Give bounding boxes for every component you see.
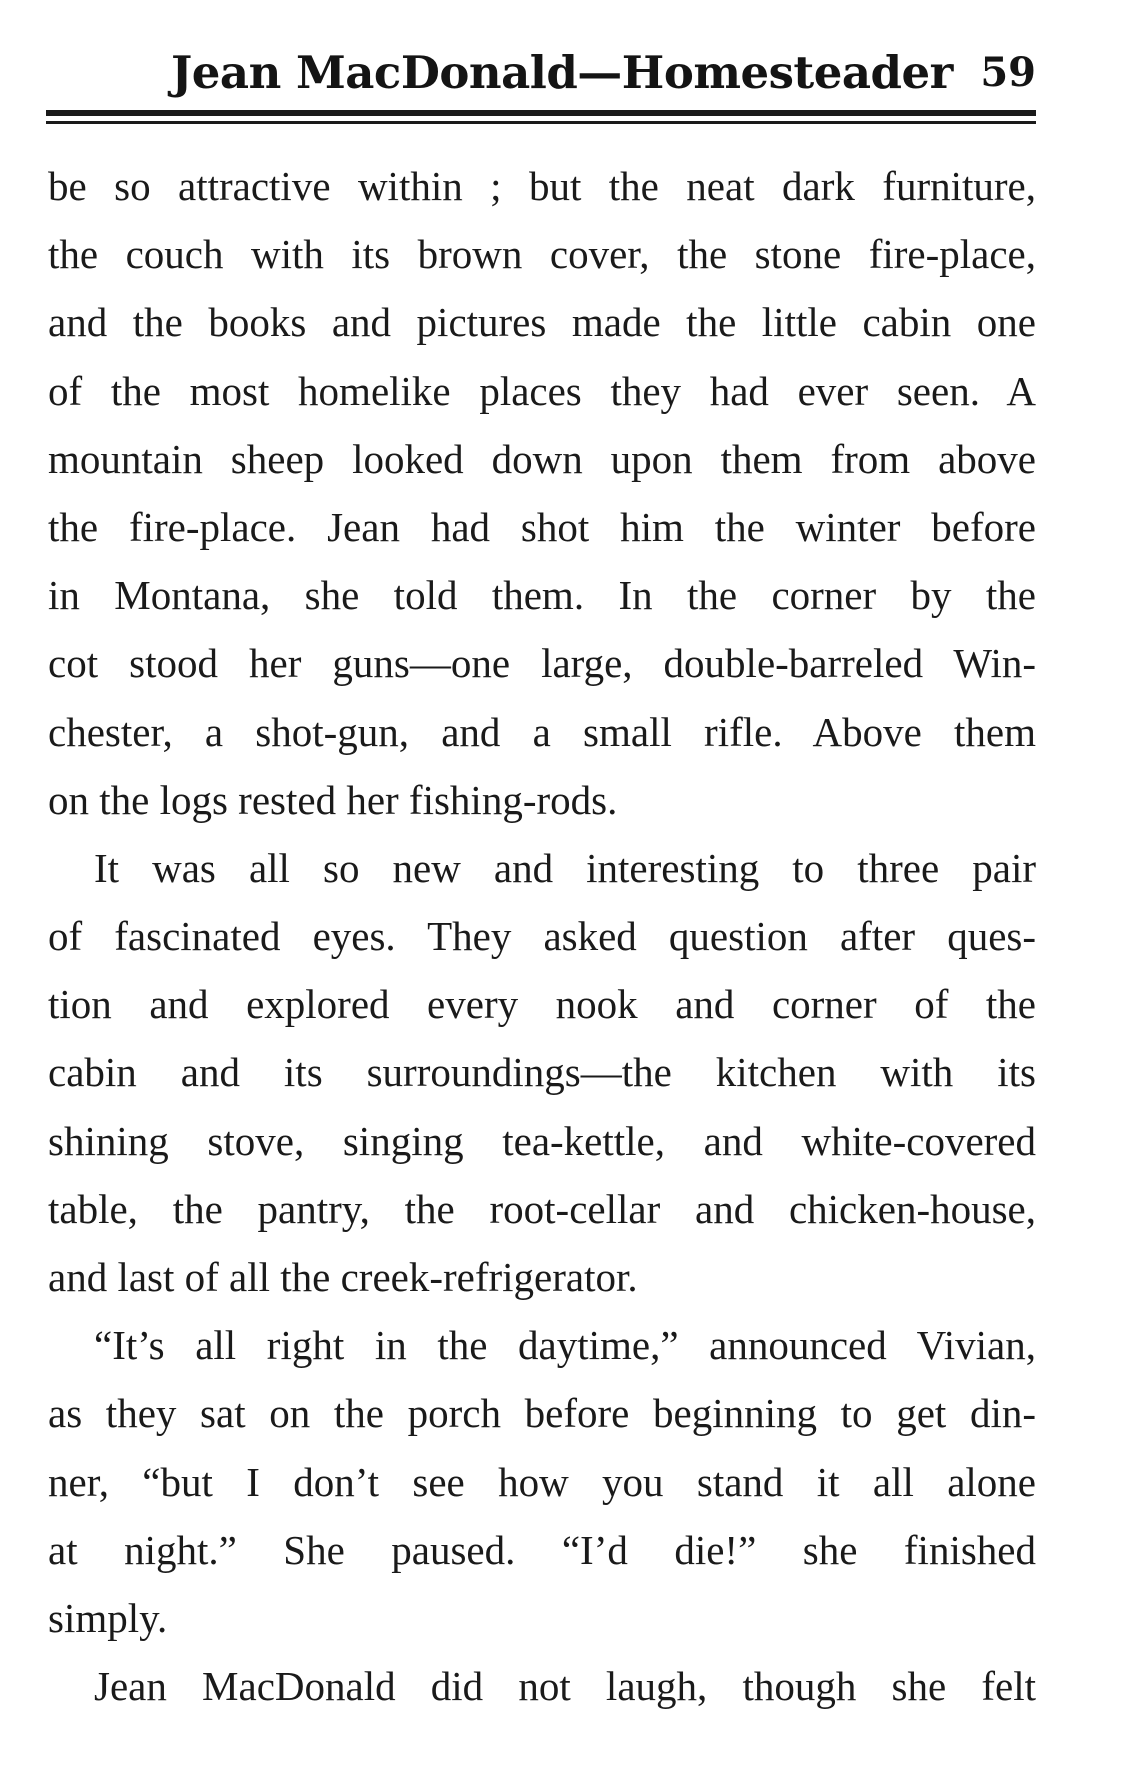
text-line: and the books and pictures made the little cabin one — [48, 299, 1036, 346]
running-title: Jean MacDonald—Homesteader — [171, 46, 953, 99]
body-text — [48, 152, 1036, 1720]
header-rule-thin — [46, 121, 1036, 124]
text-line: at night.” She paused. “I’d die!” she finished — [48, 1526, 1036, 1573]
text-line: be so attractive within ; but the neat dark furniture, — [48, 163, 1036, 209]
text-line: Jean MacDonald did not laugh, though she felt — [94, 1663, 1036, 1710]
text-line: “It’s all right in the daytime,” announced Vivian, — [94, 1322, 1036, 1369]
text-line: tion and explored every nook and corner of the — [48, 981, 1036, 1028]
running-head — [48, 42, 1036, 104]
text-line: It was all so new and interesting to three pair — [94, 844, 1036, 891]
text-line: chester, a shot-gun, and a small rifle. Above them — [48, 708, 1036, 755]
text-line: of fascinated eyes. They asked question after ques- — [48, 913, 1036, 960]
text-line: the fire-place. Jean had shot him the winter before — [48, 503, 1036, 550]
text-line: cabin and its surroundings—the kitchen with its — [48, 1049, 1036, 1096]
page-number: 59 — [980, 49, 1036, 96]
text-line: simply. — [48, 1594, 168, 1641]
text-line: cot stood her guns—one large, double-barreled Win- — [48, 640, 1036, 687]
text-line: table, the pantry, the root-cellar and chicken-house, — [48, 1185, 1036, 1232]
text-line: shining stove, singing tea-kettle, and white-covered — [48, 1117, 1036, 1164]
text-line: ner, “but I don’t see how you stand it all alone — [48, 1458, 1036, 1505]
text-line: mountain sheep looked down upon them from above — [48, 435, 1036, 482]
text-line: in Montana, she told them. In the corner by the — [48, 572, 1036, 619]
text-line: the couch with its brown cover, the stone fire-place, — [48, 231, 1036, 278]
paragraph-exploring-cabin — [48, 834, 1036, 1311]
text-line: as they sat on the porch before beginning to get din- — [48, 1390, 1036, 1437]
header-rule-thick — [46, 110, 1036, 116]
paragraph-vivian-dialogue — [48, 1311, 1036, 1652]
paragraph-jean-response — [48, 1652, 1036, 1720]
text-line: and last of all the creek-refrigerator. — [48, 1254, 638, 1300]
text-line: of the most homelike places they had ever seen. A — [48, 367, 1036, 414]
paragraph-cabin-description — [48, 152, 1036, 834]
text-line: on the logs rested her fishing-rods. — [48, 776, 618, 823]
header-double-rule — [46, 110, 1036, 125]
